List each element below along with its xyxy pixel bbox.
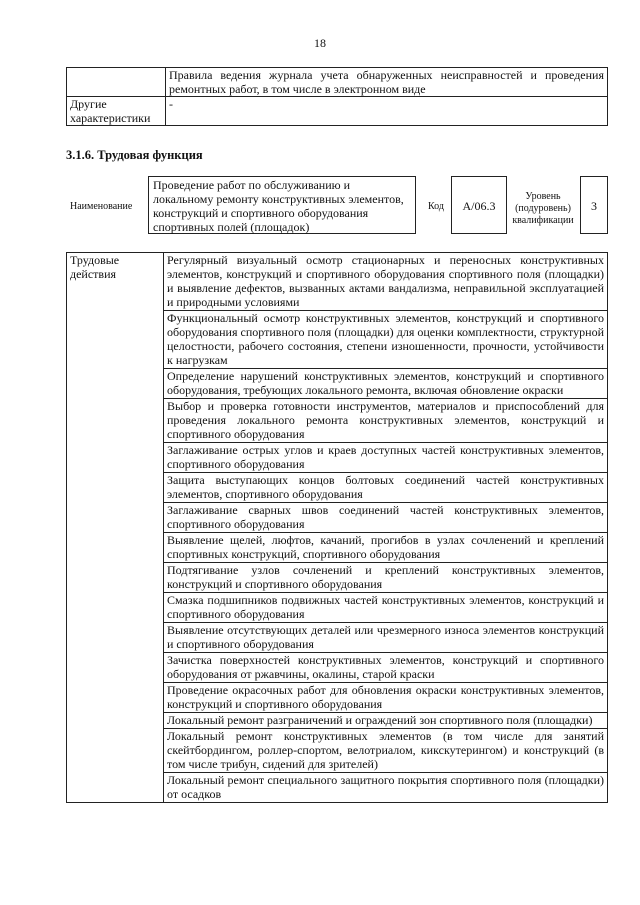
labor-action-item: Смазка подшипников подвижных частей конструктивных элементов, конструкций и спортивного оборудования <box>164 593 608 623</box>
labor-actions-table <box>66 252 608 803</box>
labor-action-item: Заглаживание острых углов и краев доступных частей конструктивных элементов, спортивного оборудования <box>164 443 608 473</box>
name-label: Наименование <box>70 201 133 212</box>
labor-action-item: Подтягивание узлов сочленений и креплений конструктивных элементов, конструкций и спортивного оборудования <box>164 563 608 593</box>
table-row <box>67 97 608 126</box>
labor-action-item: Функциональный осмотр конструктивных элементов, конструкций и спортивного оборудования спортивного поля (площадки) для оценки комплектности, структурной целостности, рабочего состояния, степени изношенности, прочности, устойчивости к нагрузкам <box>164 311 608 369</box>
labor-action-item: Выявление отсутствующих деталей или чрезмерного износа элементов конструкций и спортивного оборудования <box>164 623 608 653</box>
labor-action-item: Выбор и проверка готовности инструментов, материалов и приспособлений для проведения локального ремонта конструктивных элементов, конструкций и спортивного оборудования <box>164 399 608 443</box>
labor-action-item: Проведение окрасочных работ для обновления окраски конструктивных элементов, конструкций и спортивного оборудования <box>164 683 608 713</box>
previous-function-table <box>66 67 608 126</box>
labor-action-item: Выявление щелей, люфтов, качаний, прогибов в узлах сочленений и креплений спортивных конструкций, спортивного оборудования <box>164 533 608 563</box>
table-cell <box>67 68 166 97</box>
table-row <box>67 68 608 97</box>
section-title: 3.1.6. Трудовая функция <box>66 148 203 162</box>
code-value-box: А/06.3 <box>451 176 507 234</box>
other-characteristics-value: - <box>166 97 608 126</box>
labor-action-item: Локальный ремонт разграничений и ограждений зон спортивного поля (площадки) <box>164 713 608 729</box>
labor-action-item: Зачистка поверхностей конструктивных элементов, конструкций и спортивного оборудования от ржавчины, окалины, старой краски <box>164 653 608 683</box>
knowledge-item: Правила ведения журнала учета обнаруженных неисправностей и проведения ремонтных работ, в том числе в электронном виде <box>166 68 608 97</box>
other-characteristics-label: Другие характеристики <box>67 97 166 126</box>
qualification-level-box: 3 <box>580 176 608 234</box>
function-name-box: Проведение работ по обслуживанию и локальному ремонту конструктивных элементов, конструкций и спортивного оборудования спортивных полей (площадок) <box>148 176 416 234</box>
labor-action-item: Защита выступающих концов болтовых соединений частей конструктивных элементов, спортивного оборудования <box>164 473 608 503</box>
qualification-level-label: Уровень (подуровень) квалификации <box>512 191 574 226</box>
table-row <box>67 253 608 311</box>
labor-action-item: Локальный ремонт специального защитного покрытия спортивного поля (площадки) от осадков <box>164 773 608 803</box>
labor-action-item: Заглаживание сварных швов соединений частей конструктивных элементов, спортивного оборудования <box>164 503 608 533</box>
labor-action-item: Определение нарушений конструктивных элементов, конструкций и спортивного оборудования, требующих локального ремонта, включая обновление окраски <box>164 369 608 399</box>
labor-action-item: Регулярный визуальный осмотр стационарных и переносных конструктивных элементов, конструкций и спортивного оборудования спортивного поля (площадки) и выявление дефектов, вызванных актами вандализма, неправильной эксплуатацией и природными условиями <box>164 253 608 311</box>
page-number: 18 <box>314 36 326 50</box>
labor-action-item: Локальный ремонт конструктивных элементов (в том числе для занятий скейтбордингом, роллер-спортом, велотриалом, кикскутерингом) и конструкций (в том числе трибун, сидений для зрителей) <box>164 729 608 773</box>
code-label: Код <box>428 201 444 212</box>
labor-actions-label: Трудовые действия <box>67 253 164 803</box>
